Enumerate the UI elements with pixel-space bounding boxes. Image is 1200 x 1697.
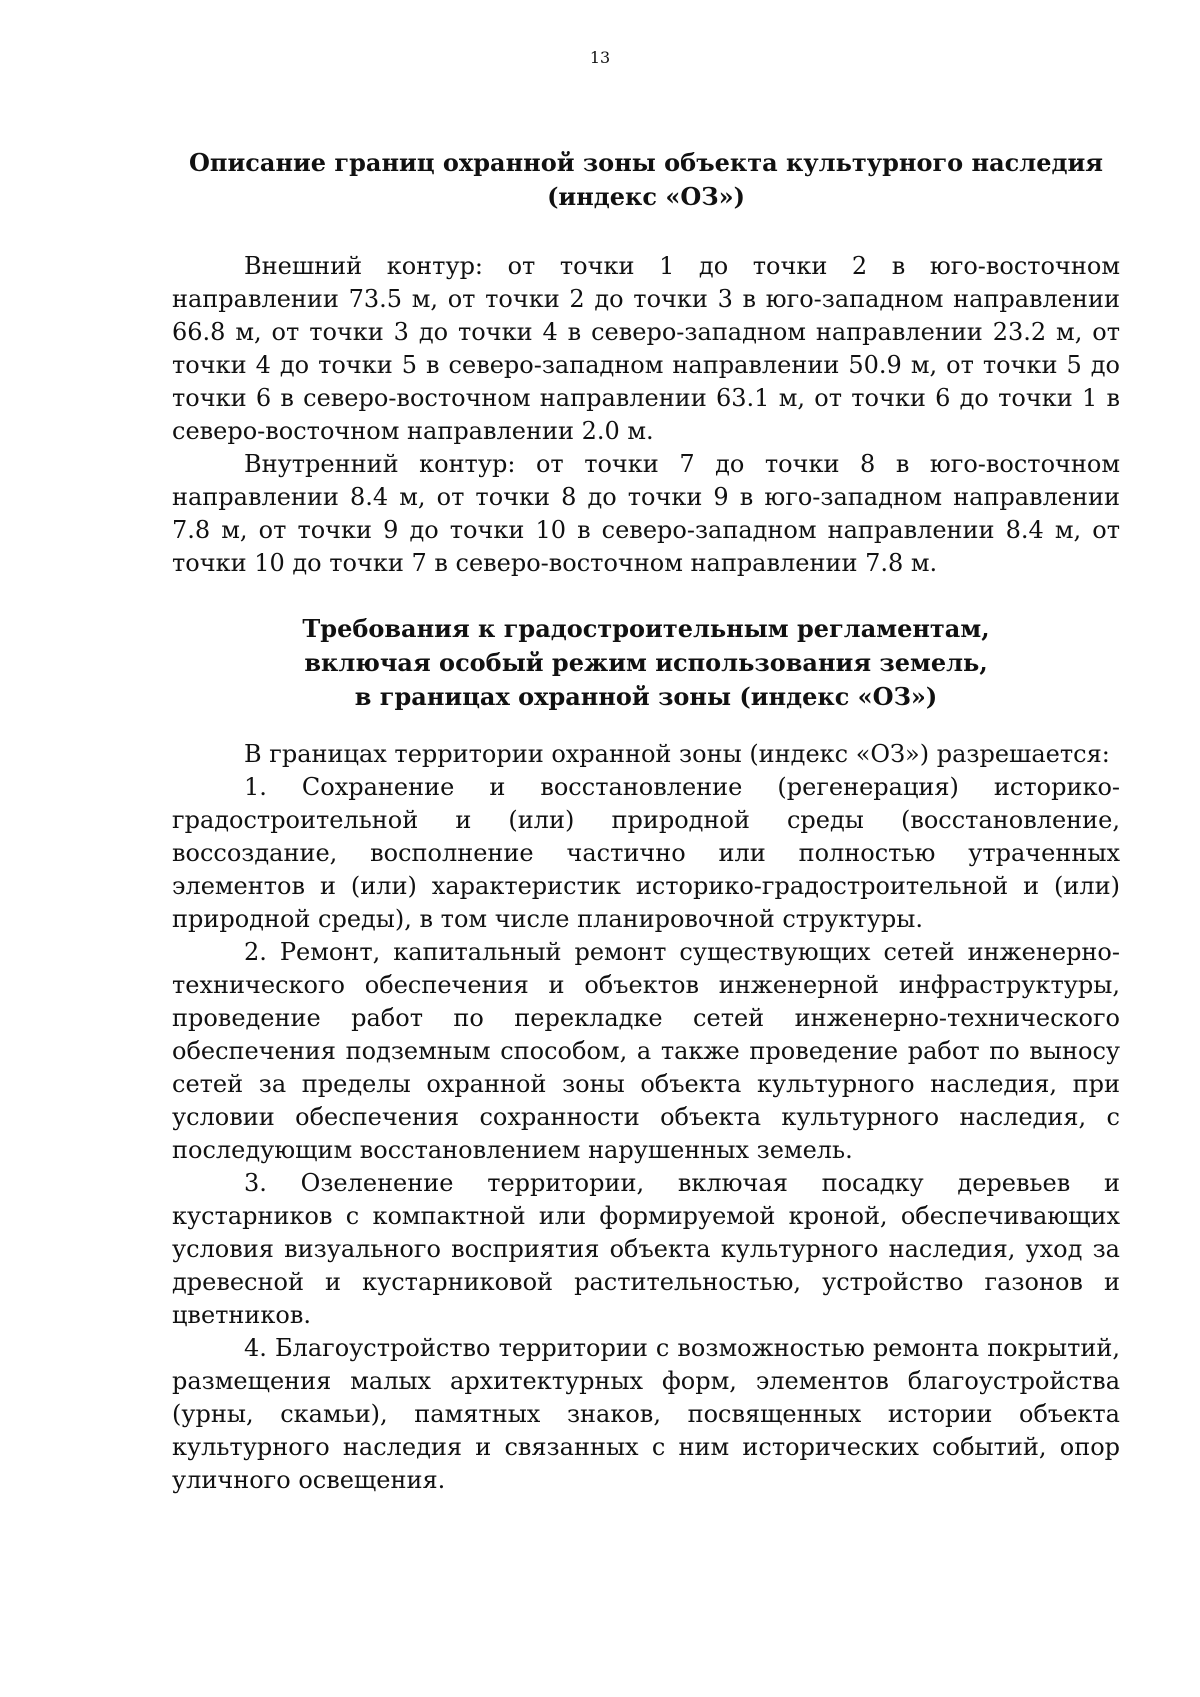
boundary-description-body	[172, 250, 1120, 580]
section-title-line: в границах охранной зоны (индекс «ОЗ»)	[354, 682, 938, 711]
requirement-item-1: 1. Сохранение и восстановление (регенерация) историко-градостроительной и (или) природной среды (восстановление, воссоздание, восполнение частично или полностью утраченных элементов и (или) характеристик историко-градостроительной и (или) природной среды), в том числе планировочной структуры.	[172, 773, 1120, 933]
section-title-line: включая особый режим использования земель,	[304, 648, 988, 677]
inner-contour-paragraph: Внутренний контур: от точки 7 до точки 8 в юго-восточном направлении 8.4 м, от точки 8 до точки 9 в юго-западном направлении 7.8 м, от точки 9 до точки 10 в северо-западном направлении 8.4 м, от точки 10 до точки 7 в северо-восточном направлении 7.8 м.	[172, 450, 1120, 577]
section-title-line: Требования к градостроительным регламентам,	[302, 614, 990, 643]
section-title-line: (индекс «ОЗ»)	[547, 182, 745, 211]
section-title-boundary-description	[172, 146, 1120, 214]
page-number: 13	[589, 48, 611, 67]
section-title-requirements	[172, 612, 1120, 714]
requirement-item-4: 4. Благоустройство территории с возможностью ремонта покрытий, размещения малых архитектурных форм, элементов благоустройства (урны, скамьи), памятных знаков, посвященных истории объекта культурного наследия и связанных с ним исторических событий, опор уличного освещения.	[172, 1334, 1120, 1494]
requirement-item-3: 3. Озеленение территории, включая посадку деревьев и кустарников с компактной или формируемой кроной, обеспечивающих условия визуального восприятия объекта культурного наследия, уход за древесной и кустарниковой растительностью, устройство газонов и цветников.	[172, 1169, 1120, 1329]
outer-contour-paragraph: Внешний контур: от точки 1 до точки 2 в юго-восточном направлении 73.5 м, от точки 2 до точки 3 в юго-западном направлении 66.8 м, от точки 3 до точки 4 в северо-западном направлении 23.2 м, от точки 4 до точки 5 в северо-западном направлении 50.9 м, от точки 5 до точки 6 в северо-восточном направлении 63.1 м, от точки 6 до точки 1 в северо-восточном направлении 2.0 м.	[172, 252, 1120, 445]
requirement-item-2: 2. Ремонт, капитальный ремонт существующих сетей инженерно-технического обеспечения и объектов инженерной инфраструктуры, проведение работ по перекладке сетей инженерно-технического обеспечения подземным способом, а также проведение работ по выносу сетей за пределы охранной зоны объекта культурного наследия, при условии обеспечения сохранности объекта культурного наследия, с последующим восстановлением нарушенных земель.	[172, 938, 1120, 1164]
section-title-line: Описание границ охранной зоны объекта культурного наследия	[189, 148, 1103, 177]
requirements-body	[172, 738, 1120, 1497]
requirements-intro-paragraph: В границах территории охранной зоны (индекс «ОЗ») разрешается:	[244, 740, 1110, 768]
